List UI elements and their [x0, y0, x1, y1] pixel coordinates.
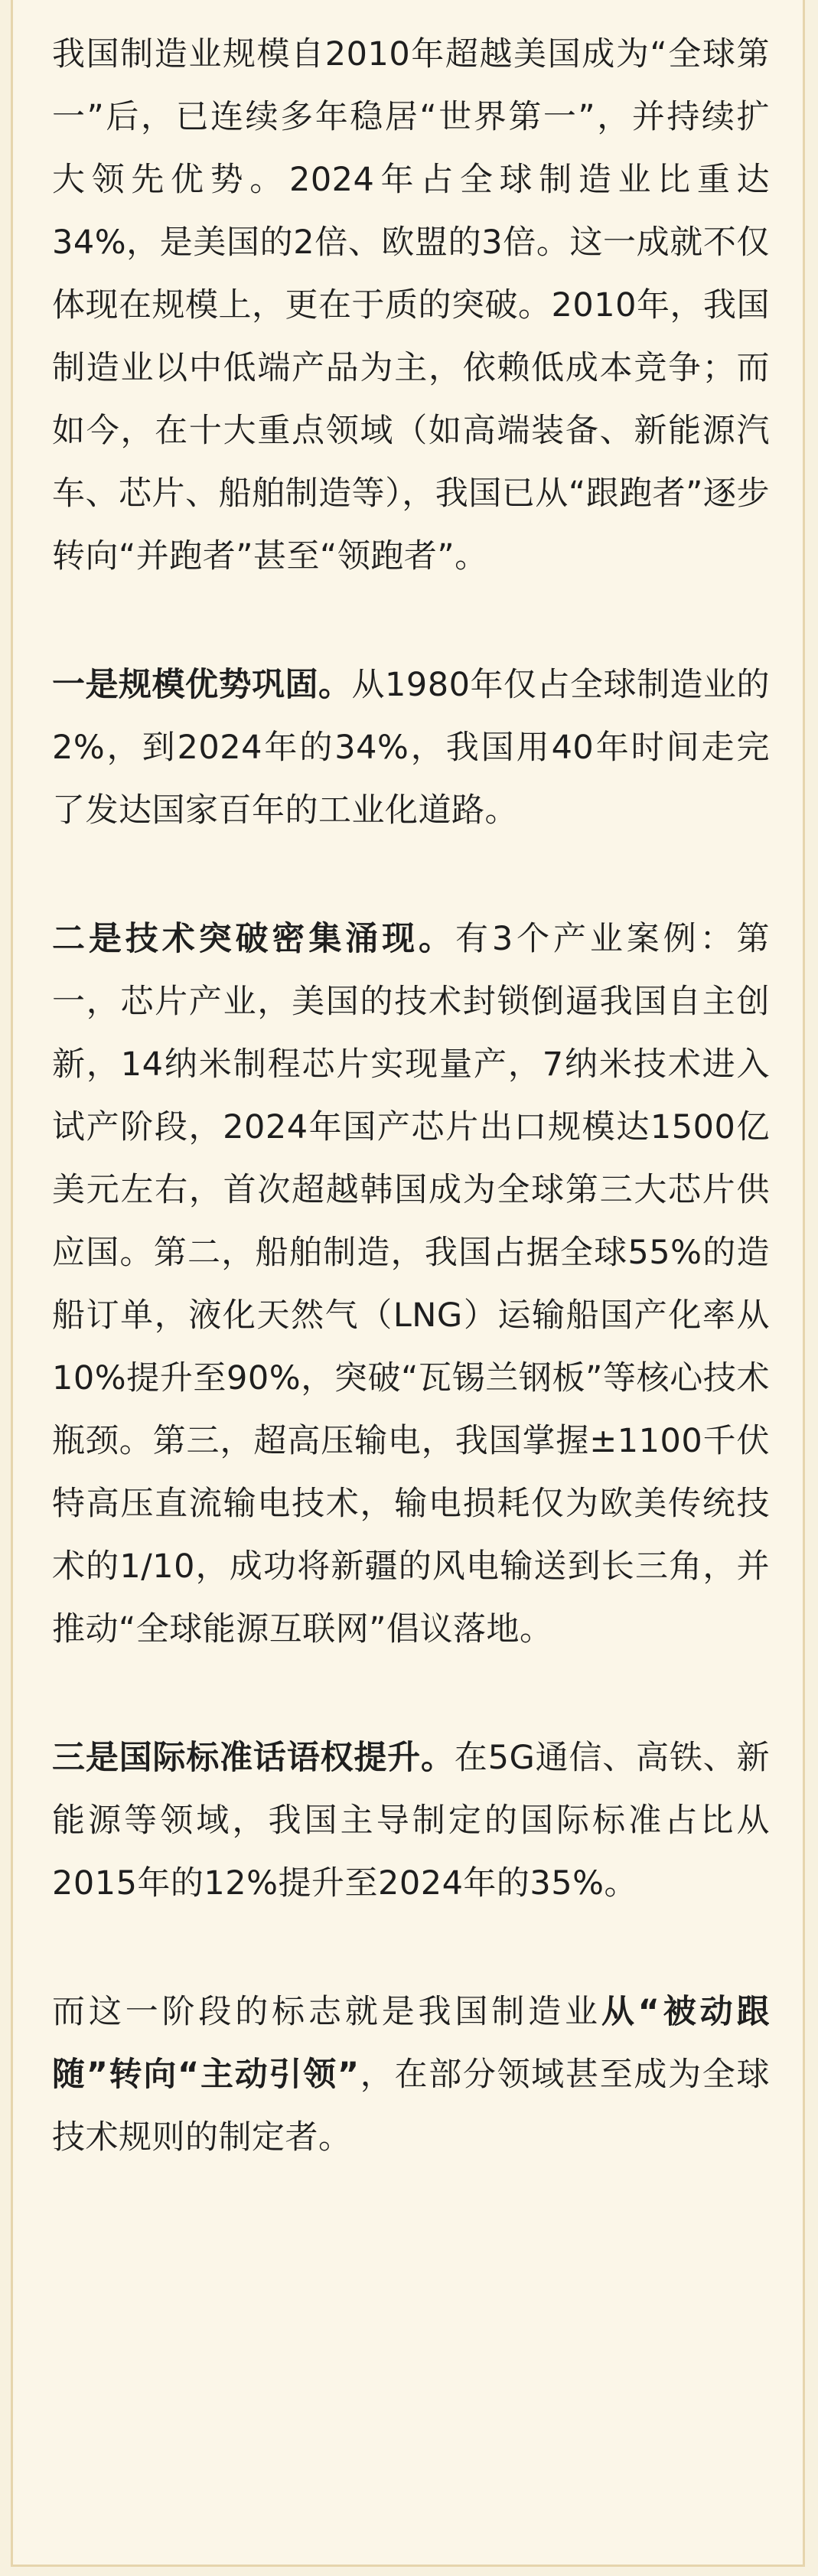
paragraph-conclusion-emphasis: 从“被动跟随”转向“主动引领”: [52, 1993, 771, 2094]
paragraph-intro-text: 我国制造业规模自2010年超越美国成为“全球第一”后，已连续多年稳居“世界第一”，并持续扩大领先优势。2024年占全球制造业比重达34%，是美国的2倍、欧盟的3倍。这一成就不仅体现在规模上，更在于质的突破。2010年，我国制造业以中低端产品为主，依赖低成本竞争；而如今，在十大重点领域（如高端装备、新能源汽车、芯片、船舶制造等），我国已从“跟跑者”逐步转向“并跑者”甚至“领跑者”。: [52, 35, 770, 576]
paragraph-conclusion-post: ，在部分领域甚至成为全球技术规则的制定者。: [52, 2056, 770, 2157]
paragraph-intro: [52, 23, 770, 588]
paragraph-standards: [52, 1727, 770, 1915]
paragraph-tech-breakthrough: [52, 908, 770, 1661]
paragraph-scale-advantage: [52, 654, 770, 842]
paragraph-body-text: 从1980年仅占全球制造业的2%，到2024年的34%，我国用40年时间走完了发达国家百年的工业化道路。: [52, 666, 770, 830]
paragraph-conclusion: [52, 1981, 770, 2169]
paragraph-lead-heading: 一是规模优势巩固。: [52, 666, 352, 704]
paragraph-body-text: 在5G通信、高铁、新能源等领域，我国主导制定的国际标准占比从2015年的12%提升至2024年的35%。: [52, 1739, 771, 1903]
paragraph-lead-heading: 三是国际标准话语权提升。: [52, 1739, 455, 1777]
paragraph-lead-heading: 二是技术突破密集涌现。: [52, 920, 455, 958]
article-body: [52, 23, 770, 2169]
paragraph-body-text: 有3个产业案例：第一，芯片产业，美国的技术封锁倒逼我国自主创新，14纳米制程芯片实现量产，7纳米技术进入试产阶段，2024年国产芯片出口规模达1500亿美元左右，首次超越韩国成为全球第三大芯片供应国。第二，船舶制造，我国占据全球55%的造船订单，液化天然气（LNG）运输船国产化率从10%提升至90%，突破“瓦锡兰钢板”等核心技术瓶颈。第三，超高压输电，我国掌握±1100千伏特高压直流输电技术，输电损耗仅为欧美传统技术的1/10，成功将新疆的风电输送到长三角，并推动“全球能源互联网”倡议落地。: [52, 920, 771, 1648]
paragraph-conclusion-pre: 而这一阶段的标志就是我国制造业: [52, 1993, 601, 2031]
